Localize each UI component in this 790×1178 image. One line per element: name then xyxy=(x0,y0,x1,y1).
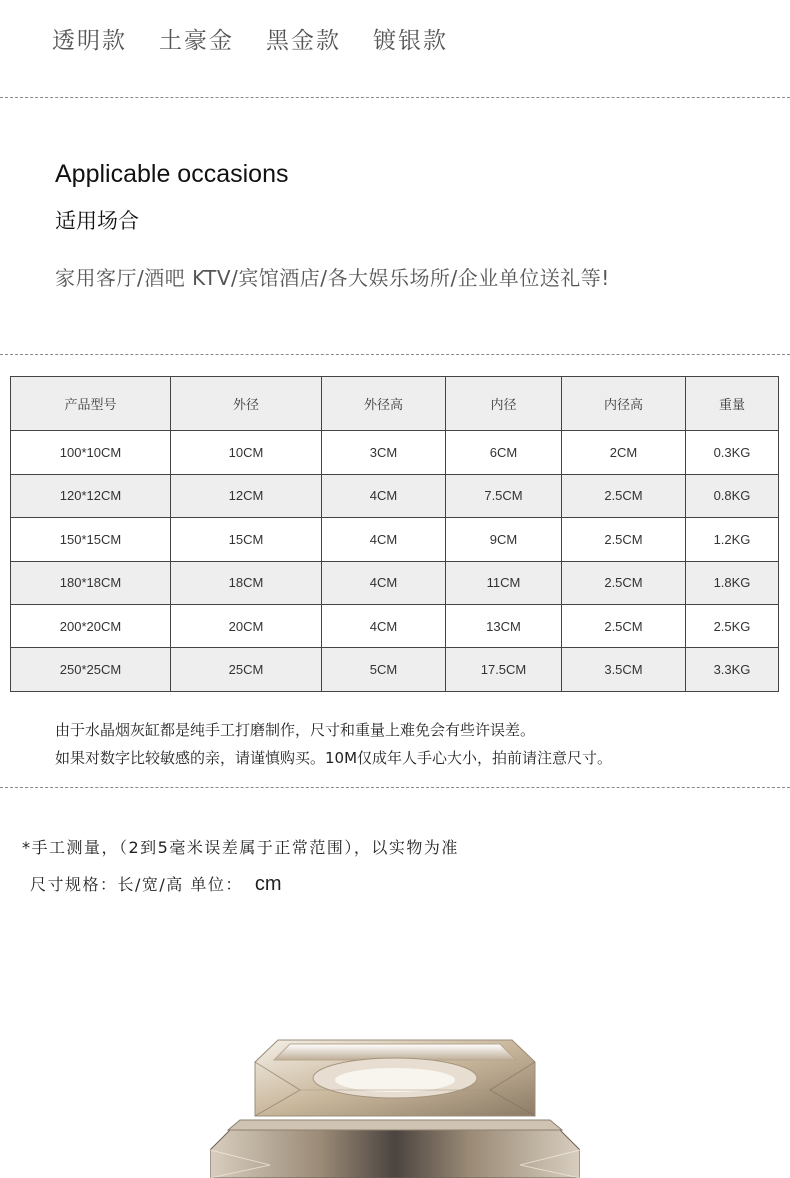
table-cell: 4CM xyxy=(322,605,446,648)
measurement-note: *手工测量，（2到5毫米误差属于正常范围），以实物为准 xyxy=(22,838,459,857)
divider xyxy=(0,354,790,355)
occasions-title-cn: 适用场合 xyxy=(55,209,139,233)
divider xyxy=(0,97,790,98)
table-cell: 150*15CM xyxy=(11,518,171,561)
error-note: 由于水晶烟灰缸都是纯手工打磨制作，尺寸和重量上难免会有些许误差。 xyxy=(55,721,536,739)
table-row xyxy=(11,561,779,604)
table-cell: 25CM xyxy=(171,648,322,692)
table-cell: 1.8KG xyxy=(686,561,779,604)
table-cell: 4CM xyxy=(322,518,446,561)
table-row xyxy=(11,431,779,474)
table-cell: 7.5CM xyxy=(446,474,562,517)
table-cell: 6CM xyxy=(446,431,562,474)
table-row xyxy=(11,648,779,692)
table-cell: 5CM xyxy=(322,648,446,692)
table-cell: 11CM xyxy=(446,561,562,604)
table-header-cell: 内径 xyxy=(446,377,562,431)
table-cell: 15CM xyxy=(171,518,322,561)
table-row xyxy=(11,474,779,517)
table-header-cell: 外径 xyxy=(171,377,322,431)
variant-clear: 透明款 xyxy=(52,28,127,54)
variant-list xyxy=(52,22,448,55)
size-spec-label: 尺寸规格：长/宽/高 单位： xyxy=(30,875,243,894)
divider xyxy=(0,787,790,788)
size-warning-note: 如果对数字比较敏感的亲，请谨慎购买。10M仅成年人手心大小，拍前请注意尺寸。 xyxy=(55,749,613,767)
table-header-row xyxy=(11,377,779,431)
table-header-cell: 外径高 xyxy=(322,377,446,431)
table-row xyxy=(11,518,779,561)
table-cell: 18CM xyxy=(171,561,322,604)
table-cell: 20CM xyxy=(171,605,322,648)
size-spec-line xyxy=(30,872,282,896)
spec-table xyxy=(10,376,779,692)
table-cell: 9CM xyxy=(446,518,562,561)
table-cell: 2.5CM xyxy=(562,561,686,604)
table-header-cell: 内径高 xyxy=(562,377,686,431)
table-cell: 2.5KG xyxy=(686,605,779,648)
table-cell: 0.3KG xyxy=(686,431,779,474)
crystal-ashtray-image xyxy=(210,1030,580,1178)
variant-silver: 镀银款 xyxy=(373,28,448,54)
occasions-description: 家用客厅/酒吧 KTV/宾馆酒店/各大娱乐场所/企业单位送礼等! xyxy=(55,266,610,290)
table-cell: 2.5CM xyxy=(562,518,686,561)
variant-black-gold: 黑金款 xyxy=(266,28,341,54)
table-cell: 1.2KG xyxy=(686,518,779,561)
table-cell: 2CM xyxy=(562,431,686,474)
table-row xyxy=(11,605,779,648)
table-cell: 120*12CM xyxy=(11,474,171,517)
variant-gold: 土豪金 xyxy=(159,28,234,54)
table-cell: 2.5CM xyxy=(562,474,686,517)
table-cell: 100*10CM xyxy=(11,431,171,474)
table-cell: 0.8KG xyxy=(686,474,779,517)
table-cell: 200*20CM xyxy=(11,605,171,648)
table-cell: 17.5CM xyxy=(446,648,562,692)
table-cell: 3CM xyxy=(322,431,446,474)
size-unit: cm xyxy=(254,873,282,895)
table-cell: 4CM xyxy=(322,561,446,604)
table-cell: 3.5CM xyxy=(562,648,686,692)
table-header-cell: 产品型号 xyxy=(11,377,171,431)
table-cell: 12CM xyxy=(171,474,322,517)
table-cell: 250*25CM xyxy=(11,648,171,692)
occasions-title-en: Applicable occasions xyxy=(55,160,289,188)
table-cell: 13CM xyxy=(446,605,562,648)
table-cell: 180*18CM xyxy=(11,561,171,604)
table-header-cell: 重量 xyxy=(686,377,779,431)
table-cell: 10CM xyxy=(171,431,322,474)
table-cell: 4CM xyxy=(322,474,446,517)
table-cell: 3.3KG xyxy=(686,648,779,692)
table-cell: 2.5CM xyxy=(562,605,686,648)
